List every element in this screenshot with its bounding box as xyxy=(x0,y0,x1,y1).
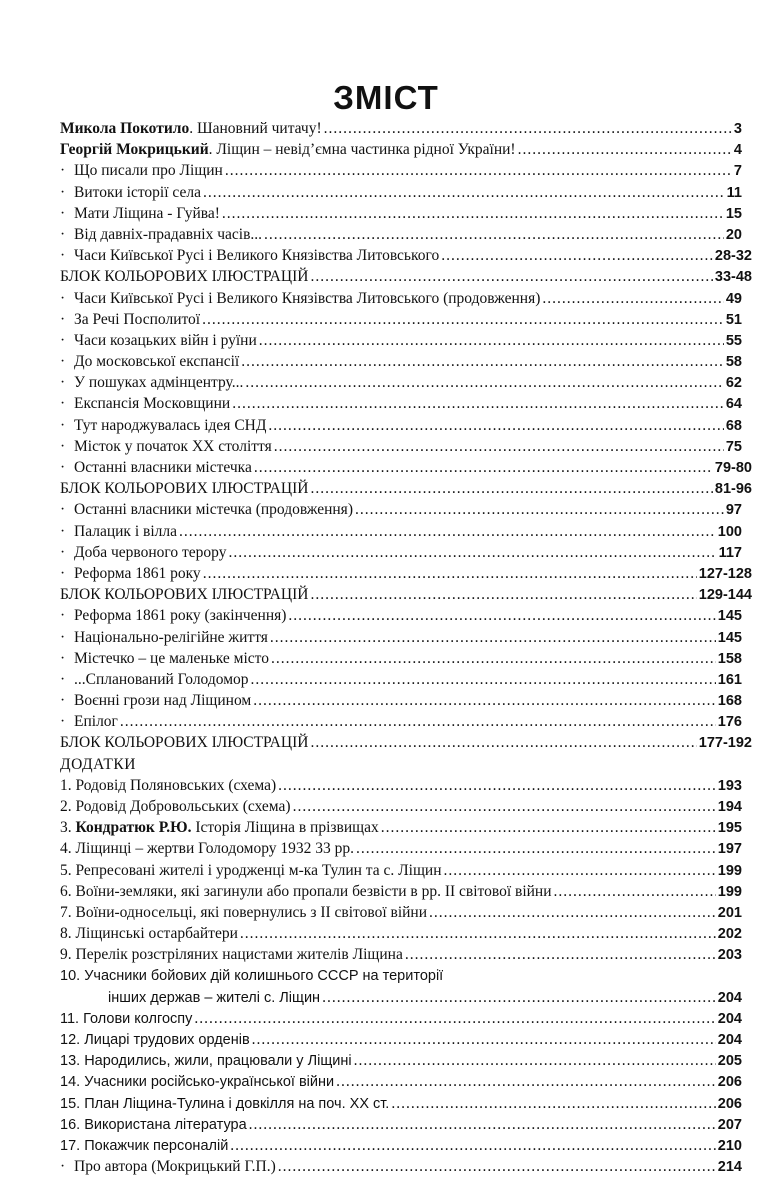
page-number: 62 xyxy=(725,375,742,392)
toc-entry[interactable] xyxy=(60,372,742,393)
entry-text: Доба червоного терору xyxy=(74,543,227,561)
entry-text: Перелік розстріляних нацистами жителів Ліщина xyxy=(75,946,403,964)
dot-leader xyxy=(274,436,724,457)
toc-entry-title xyxy=(60,944,403,965)
entry-number: 14. xyxy=(60,1074,81,1091)
entry-text: Про автора (Мокрицький Г.П.) xyxy=(74,1158,276,1176)
toc-entry-title xyxy=(60,457,252,478)
entry-number: 9. xyxy=(60,946,72,964)
entry-text: Місток у початок XX століття xyxy=(74,437,272,455)
entry-text: Покажчик персоналій xyxy=(84,1138,229,1154)
toc-entry[interactable] xyxy=(60,690,742,711)
bullet-mark: · xyxy=(60,692,66,710)
table-of-contents xyxy=(60,118,752,1177)
page-title: ЗМІСТ xyxy=(333,79,439,116)
toc-entry[interactable] xyxy=(60,1156,742,1177)
bullet-mark: · xyxy=(60,649,66,667)
toc-entry[interactable] xyxy=(60,669,742,690)
toc-entry[interactable] xyxy=(60,1093,742,1114)
bullet-mark: · xyxy=(60,607,66,625)
toc-entry[interactable] xyxy=(60,732,752,753)
dot-leader xyxy=(251,669,716,690)
toc-entry[interactable] xyxy=(60,1135,742,1156)
dot-leader xyxy=(120,711,716,732)
page-number: 203 xyxy=(717,947,742,964)
page-number: 11 xyxy=(726,184,742,201)
page-number: 117 xyxy=(718,544,742,561)
toc-entry-title xyxy=(60,966,443,987)
toc-entry-title xyxy=(60,118,322,139)
toc-entry[interactable] xyxy=(60,478,752,499)
toc-entry[interactable] xyxy=(60,1114,742,1135)
toc-entry-title xyxy=(60,1156,276,1177)
dot-leader xyxy=(202,309,724,330)
entry-text: Воїни-земляки, які загинули або пропали безвісти в рр. II світової війни xyxy=(75,882,552,900)
page-number: 199 xyxy=(717,883,742,900)
entry-text: Часи козацьких війн і руїни xyxy=(74,331,257,349)
page-number: 7 xyxy=(733,163,742,180)
bullet-mark: · xyxy=(60,564,66,582)
toc-entry-title xyxy=(60,1136,228,1157)
bullet-mark: · xyxy=(60,204,66,222)
entry-text: інших держав – жителі с. Ліщин xyxy=(108,989,321,1006)
entry-number: 11. xyxy=(60,1010,80,1027)
toc-entry[interactable] xyxy=(60,415,742,436)
dot-leader xyxy=(443,860,715,881)
toc-entry-title xyxy=(60,478,308,499)
page-number: 51 xyxy=(725,311,742,328)
toc-entry[interactable] xyxy=(60,1029,742,1050)
dot-leader xyxy=(336,1071,716,1092)
toc-entry[interactable] xyxy=(60,160,742,181)
page-number: 129-144 xyxy=(698,587,752,604)
toc-entry[interactable] xyxy=(60,1008,742,1029)
entry-text: Палацик і вілла xyxy=(74,522,177,540)
dot-leader xyxy=(253,690,716,711)
dot-leader xyxy=(310,266,712,287)
dot-leader xyxy=(356,838,716,859)
page-number: 81-96 xyxy=(714,481,752,498)
dot-leader xyxy=(405,944,716,965)
dot-leader xyxy=(381,817,716,838)
toc-entry-title xyxy=(60,902,427,923)
entry-number: 3. xyxy=(60,819,72,837)
entry-text: Учасники російсько-української війни xyxy=(84,1074,335,1091)
toc-entry[interactable] xyxy=(60,309,742,330)
entry-text: Лицарі трудових орденів xyxy=(84,1032,250,1049)
bullet-mark: · xyxy=(60,289,66,307)
entry-text: Народились, жили, працювали у Ліщині xyxy=(84,1053,352,1070)
entry-text: У пошуках адмінцентру... xyxy=(74,374,244,392)
page-number: 199 xyxy=(717,862,742,879)
toc-entry-title xyxy=(60,351,239,372)
entry-text: . Ліщин – невід’ємна частинка рідної України! xyxy=(208,141,516,159)
dot-leader xyxy=(241,351,724,372)
bullet-mark: · xyxy=(60,162,66,180)
toc-entry-title xyxy=(60,711,118,732)
dot-leader xyxy=(355,499,724,520)
entry-text: Від давніх-прадавніх часів... xyxy=(74,225,263,243)
bullet-mark: · xyxy=(60,416,66,434)
toc-entry-title xyxy=(60,881,552,902)
entry-text: План Ліщина-Тулина і довкілля на поч. XX ст. xyxy=(84,1095,390,1112)
toc-entry[interactable] xyxy=(60,817,742,838)
toc-entry[interactable] xyxy=(60,499,742,520)
page-number: 207 xyxy=(717,1116,742,1133)
toc-entry[interactable] xyxy=(60,288,742,309)
toc-entry-title xyxy=(60,563,201,584)
dot-leader xyxy=(254,457,713,478)
toc-entry[interactable] xyxy=(60,457,752,478)
dot-leader xyxy=(322,987,716,1008)
section-heading: ДОДАТКИ xyxy=(60,755,136,773)
dot-leader xyxy=(225,160,732,181)
page-number: 193 xyxy=(717,777,742,794)
entry-number: 17. xyxy=(60,1138,81,1154)
toc-entry[interactable] xyxy=(60,521,742,542)
dot-leader xyxy=(310,478,712,499)
entry-text: Історія Ліщина в прізвищах xyxy=(191,819,379,837)
bullet-mark: · xyxy=(60,543,66,561)
toc-entry[interactable] xyxy=(60,775,742,796)
dot-leader xyxy=(232,393,724,414)
dot-leader xyxy=(310,584,696,605)
toc-entry-title xyxy=(60,245,439,266)
dot-leader xyxy=(203,563,697,584)
dot-leader xyxy=(288,605,715,626)
toc-entry[interactable] xyxy=(60,542,742,563)
entry-text: До московської експансії xyxy=(74,353,240,371)
toc-entry-title xyxy=(108,988,320,1009)
entry-number: 2. xyxy=(60,798,72,815)
toc-entry-title xyxy=(60,415,266,436)
toc-entry[interactable] xyxy=(60,330,742,351)
dot-leader xyxy=(391,1093,715,1114)
page-number: 55 xyxy=(725,332,742,349)
entry-text: Витоки історії села xyxy=(74,183,201,201)
toc-entry[interactable] xyxy=(60,584,752,605)
entry-text: За Речі Посполитої xyxy=(74,310,201,328)
dot-leader xyxy=(542,288,723,309)
page-number: 15 xyxy=(725,205,742,222)
page-number: 97 xyxy=(725,502,742,519)
entry-number: 4. xyxy=(60,840,72,858)
toc-entry[interactable] xyxy=(60,860,742,881)
toc-entry[interactable] xyxy=(60,266,752,287)
entry-text: Воєнні грози над Ліщином xyxy=(74,692,252,710)
dot-leader xyxy=(293,796,716,817)
page-number: 204 xyxy=(717,989,742,1006)
page-number: 127-128 xyxy=(698,565,752,582)
dot-leader xyxy=(203,182,725,203)
entry-text: Що писали про Ліщин xyxy=(74,162,223,180)
entry-text: БЛОК КОЛЬОРОВИХ ІЛЮСТРАЦІЙ xyxy=(60,480,309,498)
entry-text: Родовід Добровольських (схема) xyxy=(75,798,291,815)
toc-entry-title xyxy=(60,796,291,817)
toc-entry-title xyxy=(60,330,257,351)
dot-leader xyxy=(228,542,716,563)
toc-entry-title xyxy=(60,521,177,542)
entry-number: 6. xyxy=(60,882,72,900)
toc-entry[interactable] xyxy=(60,966,742,987)
toc-entry-title xyxy=(60,436,272,457)
dot-leader xyxy=(270,627,716,648)
dot-leader xyxy=(278,775,716,796)
toc-entry-title xyxy=(60,627,268,648)
entry-number: 8. xyxy=(60,925,72,943)
entry-number: 7. xyxy=(60,903,72,921)
entry-text: Ліщинці – жертви Голодомору 1932 33 рр. xyxy=(75,840,355,858)
dot-leader xyxy=(249,1114,716,1135)
bullet-mark: · xyxy=(60,353,66,371)
entry-text: Національно-релігійне життя xyxy=(74,628,268,646)
toc-entry-title xyxy=(60,732,308,753)
dot-leader xyxy=(259,330,724,351)
toc-entry[interactable] xyxy=(60,605,742,626)
entry-author: Микола Покотило xyxy=(60,120,190,137)
page-number: 214 xyxy=(717,1159,742,1176)
dot-leader xyxy=(324,118,732,139)
entry-number: 12. xyxy=(60,1032,81,1049)
entry-text: БЛОК КОЛЬОРОВИХ ІЛЮСТРАЦІЙ xyxy=(60,586,309,604)
bullet-mark: · xyxy=(60,331,66,349)
toc-entry-title xyxy=(60,1051,352,1072)
dot-leader xyxy=(278,1156,716,1177)
dot-leader xyxy=(441,245,713,266)
dot-leader xyxy=(554,881,716,902)
toc-entry-title xyxy=(60,203,220,224)
toc-entry[interactable] xyxy=(60,1071,742,1092)
page-number: 28-32 xyxy=(714,248,752,265)
page-number: 177-192 xyxy=(698,735,752,752)
page-number: 58 xyxy=(725,354,742,371)
dot-leader xyxy=(222,203,724,224)
entry-text: Останні власники містечка xyxy=(74,459,252,476)
page-number: 206 xyxy=(717,1074,742,1091)
toc-entry-title xyxy=(60,393,230,414)
entry-text: Останні власники містечка (продовження) xyxy=(74,501,353,519)
toc-entry-title xyxy=(60,542,226,563)
toc-entry[interactable] xyxy=(60,711,742,732)
toc-entry[interactable] xyxy=(60,944,742,965)
page-number: 79-80 xyxy=(714,460,752,476)
toc-entry[interactable] xyxy=(60,627,742,648)
page-number: 49 xyxy=(725,290,742,307)
toc-entry-title xyxy=(60,860,441,881)
toc-entry-title xyxy=(60,690,251,711)
page-number: 4 xyxy=(733,142,742,159)
page-number: 33-48 xyxy=(714,269,752,286)
entry-number: 15. xyxy=(60,1095,81,1112)
page-number: 68 xyxy=(725,417,742,434)
dot-leader xyxy=(194,1008,715,1029)
bullet-mark: · xyxy=(60,628,66,646)
entry-text: Експансія Московщини xyxy=(74,395,231,413)
page-number: 75 xyxy=(725,438,742,455)
entry-text: Використана література xyxy=(84,1116,247,1133)
page-number: 202 xyxy=(717,926,742,943)
entry-number: 10. xyxy=(60,967,81,984)
toc-entry-title xyxy=(60,775,276,796)
toc-entry[interactable] xyxy=(60,881,742,902)
bullet-mark: · xyxy=(60,522,66,540)
bullet-mark: · xyxy=(60,670,66,688)
toc-entry-title xyxy=(60,160,223,181)
page-number: 204 xyxy=(717,1010,742,1027)
toc-entry[interactable] xyxy=(60,118,742,139)
toc-entry-title xyxy=(60,1115,247,1136)
toc-entry-title xyxy=(60,648,269,669)
page-number: 158 xyxy=(717,650,742,667)
toc-entry[interactable] xyxy=(60,245,752,266)
entry-text: Часи Київської Русі і Великого Князівства Литовського xyxy=(74,247,440,265)
toc-entry[interactable] xyxy=(60,563,752,584)
toc-entry-title xyxy=(60,266,308,287)
page-number: 197 xyxy=(717,841,742,858)
bullet-mark: · xyxy=(60,459,66,476)
bullet-mark: · xyxy=(60,183,66,201)
page-number: 20 xyxy=(725,226,742,243)
bullet-mark: · xyxy=(60,374,66,392)
toc-entry-title xyxy=(60,139,516,160)
page-number: 205 xyxy=(717,1053,742,1070)
bullet-mark: · xyxy=(60,713,66,731)
entry-text: Тут народжувалась ідея СНД xyxy=(74,416,267,434)
entry-number: 5. xyxy=(60,861,72,879)
entry-text: Родовід Поляновських (схема) xyxy=(75,776,277,794)
bullet-mark: · xyxy=(60,247,66,265)
toc-entry-title xyxy=(60,182,201,203)
entry-number: 16. xyxy=(60,1116,81,1133)
page-number: 161 xyxy=(717,671,742,688)
bullet-mark: · xyxy=(60,437,66,455)
toc-entry[interactable] xyxy=(60,203,742,224)
toc-entry-title xyxy=(60,1072,334,1093)
entry-text: Містечко – це маленьке місто xyxy=(74,649,269,667)
toc-entry-title xyxy=(60,1009,192,1030)
entry-text: БЛОК КОЛЬОРОВИХ ІЛЮСТРАЦІЙ xyxy=(60,734,309,752)
dot-leader xyxy=(518,139,732,160)
entry-text: Реформа 1861 року xyxy=(74,564,201,582)
page-number: 145 xyxy=(717,629,742,646)
entry-text: . Шановний читачу! xyxy=(189,120,322,137)
bullet-mark: · xyxy=(60,310,66,328)
entry-text: Учасники бойових дій колишнього СССР на території xyxy=(84,967,444,984)
entry-text: Ліщинські остарбайтери xyxy=(75,925,238,943)
toc-entry[interactable] xyxy=(60,923,742,944)
dot-leader xyxy=(264,224,724,245)
dot-leader xyxy=(310,732,696,753)
dot-leader xyxy=(179,521,716,542)
dot-leader xyxy=(240,923,716,944)
dot-leader xyxy=(268,415,723,436)
toc-entry-title xyxy=(60,1030,250,1051)
toc-entry[interactable] xyxy=(60,796,742,817)
entry-author: Кондратюк Р.Ю. xyxy=(75,819,192,837)
entry-number: 1. xyxy=(60,776,72,794)
toc-entry-title xyxy=(60,923,238,944)
dot-leader xyxy=(245,372,724,393)
toc-entry[interactable] xyxy=(60,902,742,923)
toc-entry-title xyxy=(60,817,379,838)
toc-entry[interactable] xyxy=(60,224,742,245)
page-number: 195 xyxy=(717,820,742,837)
bullet-mark: · xyxy=(60,395,66,413)
page-number: 210 xyxy=(717,1138,742,1154)
bullet-mark: · xyxy=(60,1158,66,1176)
dot-leader xyxy=(429,902,716,923)
toc-entry[interactable] xyxy=(60,139,742,160)
entry-text: Мати Ліщина - Гуйва! xyxy=(74,204,220,222)
entry-text: ...Спланований Голодомор xyxy=(74,670,249,688)
toc-entry[interactable] xyxy=(60,648,742,669)
toc-entry-title xyxy=(60,224,262,245)
entry-text: Часи Київської Русі і Великого Князівства Литовського (продовження) xyxy=(74,289,541,307)
entry-number: 13. xyxy=(60,1053,81,1070)
page-number: 176 xyxy=(717,714,742,731)
page-number: 194 xyxy=(717,799,742,815)
toc-entry[interactable] xyxy=(60,838,742,859)
entry-text: Епілог xyxy=(74,713,118,731)
toc-entry-title xyxy=(60,605,286,626)
toc-entry[interactable] xyxy=(60,182,742,203)
toc-entry-title xyxy=(60,584,308,605)
toc-entry-title xyxy=(60,288,540,309)
bullet-mark: · xyxy=(60,501,66,519)
page-number: 201 xyxy=(717,904,742,921)
entry-text: Репресовані жителі і уродженці м-ка Тулин та с. Ліщин xyxy=(75,861,442,879)
dot-leader xyxy=(230,1135,716,1156)
toc-entry-title xyxy=(60,372,243,393)
toc-entry[interactable] xyxy=(60,436,742,457)
toc-entry-title xyxy=(60,838,354,859)
entry-text: Реформа 1861 року (закінчення) xyxy=(74,607,287,625)
toc-entry[interactable] xyxy=(60,1050,742,1071)
entry-author: Георгій Мокрицький xyxy=(60,141,209,159)
dot-leader xyxy=(271,648,716,669)
entry-text: Воїни-односельці, які повернулись з II світової війни xyxy=(75,903,428,921)
entry-text: Голови колгоспу xyxy=(83,1010,193,1027)
toc-entry[interactable] xyxy=(60,351,742,372)
page-number: 168 xyxy=(717,693,742,710)
page-number: 100 xyxy=(717,523,742,540)
dot-leader xyxy=(354,1050,716,1071)
entry-text: БЛОК КОЛЬОРОВИХ ІЛЮСТРАЦІЙ xyxy=(60,268,309,286)
toc-entry-title xyxy=(60,309,200,330)
toc-entry-title xyxy=(60,1094,389,1115)
toc-entry-title xyxy=(60,669,249,690)
bullet-mark: · xyxy=(60,225,66,243)
page-number: 3 xyxy=(733,121,742,137)
page-number: 204 xyxy=(717,1032,742,1049)
toc-entry[interactable] xyxy=(60,393,742,414)
toc-entry-title xyxy=(60,499,353,520)
toc-entry[interactable] xyxy=(60,987,742,1008)
dot-leader xyxy=(252,1029,716,1050)
page-number: 206 xyxy=(717,1095,742,1112)
page-number: 64 xyxy=(725,396,742,413)
page-number: 145 xyxy=(717,608,742,625)
